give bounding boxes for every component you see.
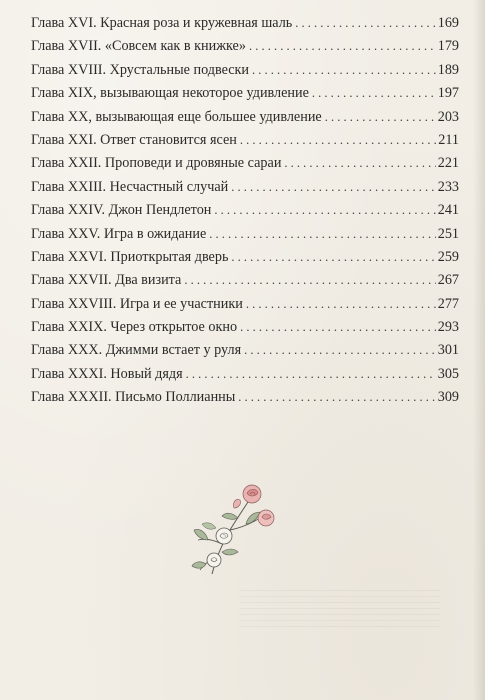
toc-entry: [31, 35, 459, 58]
toc-entry-page: 203: [437, 108, 459, 125]
toc-entry: [31, 59, 459, 82]
toc-entry-page: 277: [437, 295, 459, 312]
toc-entry-page: 221: [437, 155, 459, 172]
toc-entry: [31, 339, 459, 362]
toc-entry: [31, 12, 459, 35]
toc-dot-leader: [244, 339, 436, 362]
toc-entry-page: 189: [437, 61, 459, 78]
rose-sprig-icon: [186, 478, 282, 578]
toc-entry: [31, 363, 459, 386]
toc-entry: [31, 246, 459, 269]
toc-entry-title: Глава XXI. Ответ становится ясен: [31, 131, 237, 148]
toc-dot-leader: [231, 176, 435, 199]
toc-entry: [31, 316, 459, 339]
toc-entry-page: 301: [437, 342, 459, 359]
toc-entry-title: Глава XVIII. Хрустальные подвески: [31, 61, 250, 78]
toc-dot-leader: [312, 82, 436, 105]
toc-entry-page: 169: [437, 15, 459, 31]
toc-dot-leader: [240, 129, 436, 152]
toc-entry: [31, 152, 459, 175]
page-gutter-shadow: [473, 0, 485, 700]
toc-entry-title: Глава XXX. Джимми встает у руля: [31, 342, 242, 359]
toc-entry-title: Глава XXVI. Приоткрытая дверь: [31, 248, 229, 265]
toc-entry: [31, 269, 459, 292]
table-of-contents: [31, 12, 459, 410]
toc-entry-title: Глава XXV. Игра в ожидание: [31, 225, 207, 242]
toc-dot-leader: [214, 199, 435, 222]
toc-dot-leader: [325, 106, 436, 129]
toc-entry-page: 197: [437, 85, 459, 102]
toc-entry: [31, 82, 459, 105]
toc-dot-leader: [184, 269, 435, 292]
toc-dot-leader: [186, 363, 436, 386]
toc-entry: [31, 106, 459, 129]
toc-entry-page: 251: [437, 225, 459, 242]
toc-entry-page: 293: [437, 319, 459, 336]
toc-entry-title: Глава XXVII. Два визита: [31, 272, 182, 289]
toc-entry-page: 305: [437, 365, 459, 382]
toc-dot-leader: [246, 293, 436, 316]
toc-entry-title: Глава XXXI. Новый дядя: [31, 365, 183, 382]
toc-entry-title: Глава XVII. «Совсем как в книжке»: [31, 38, 246, 55]
toc-entry-page: 211: [438, 131, 459, 148]
toc-entry-page: 241: [437, 202, 459, 219]
toc-entry: [31, 386, 459, 409]
toc-entry: [31, 199, 459, 222]
toc-entry-title: Глава XXIX. Через открытое окно: [31, 319, 238, 336]
toc-entry-page: 309: [437, 389, 459, 406]
toc-entry: [31, 129, 459, 152]
bleed-through-text: [240, 590, 440, 630]
toc-entry-title: Глава XXIV. Джон Пендлетон: [31, 202, 212, 219]
toc-entry: [31, 176, 459, 199]
toc-dot-leader: [238, 386, 435, 409]
toc-entry-page: 259: [437, 248, 459, 265]
toc-entry-title: Глава XXIII. Несчастный случай: [31, 178, 229, 195]
toc-entry-page: 179: [437, 38, 459, 55]
toc-dot-leader: [249, 35, 436, 58]
toc-entry-title: Глава XX, вызывающая еще большее удивление: [31, 108, 322, 125]
toc-dot-leader: [252, 59, 436, 82]
toc-entry-page: 233: [437, 178, 459, 195]
toc-entry-title: Глава XIX, вызывающая некоторое удивление: [31, 85, 309, 102]
toc-dot-leader: [284, 152, 435, 175]
toc-entry: [31, 223, 459, 246]
toc-dot-leader: [295, 12, 435, 35]
toc-dot-leader: [231, 246, 435, 269]
toc-entry-title: Глава XXVIII. Игра и ее участники: [31, 295, 243, 312]
toc-entry-title: Глава XXII. Проповеди и дровяные сараи: [31, 155, 282, 172]
toc-entry-title: Глава XVI. Красная роза и кружевная шаль: [31, 15, 293, 31]
toc-entry: [31, 293, 459, 316]
toc-dot-leader: [209, 223, 435, 246]
toc-entry-page: 267: [437, 272, 459, 289]
toc-entry-title: Глава XXXII. Письмо Поллианны: [31, 389, 236, 406]
toc-dot-leader: [240, 316, 436, 339]
